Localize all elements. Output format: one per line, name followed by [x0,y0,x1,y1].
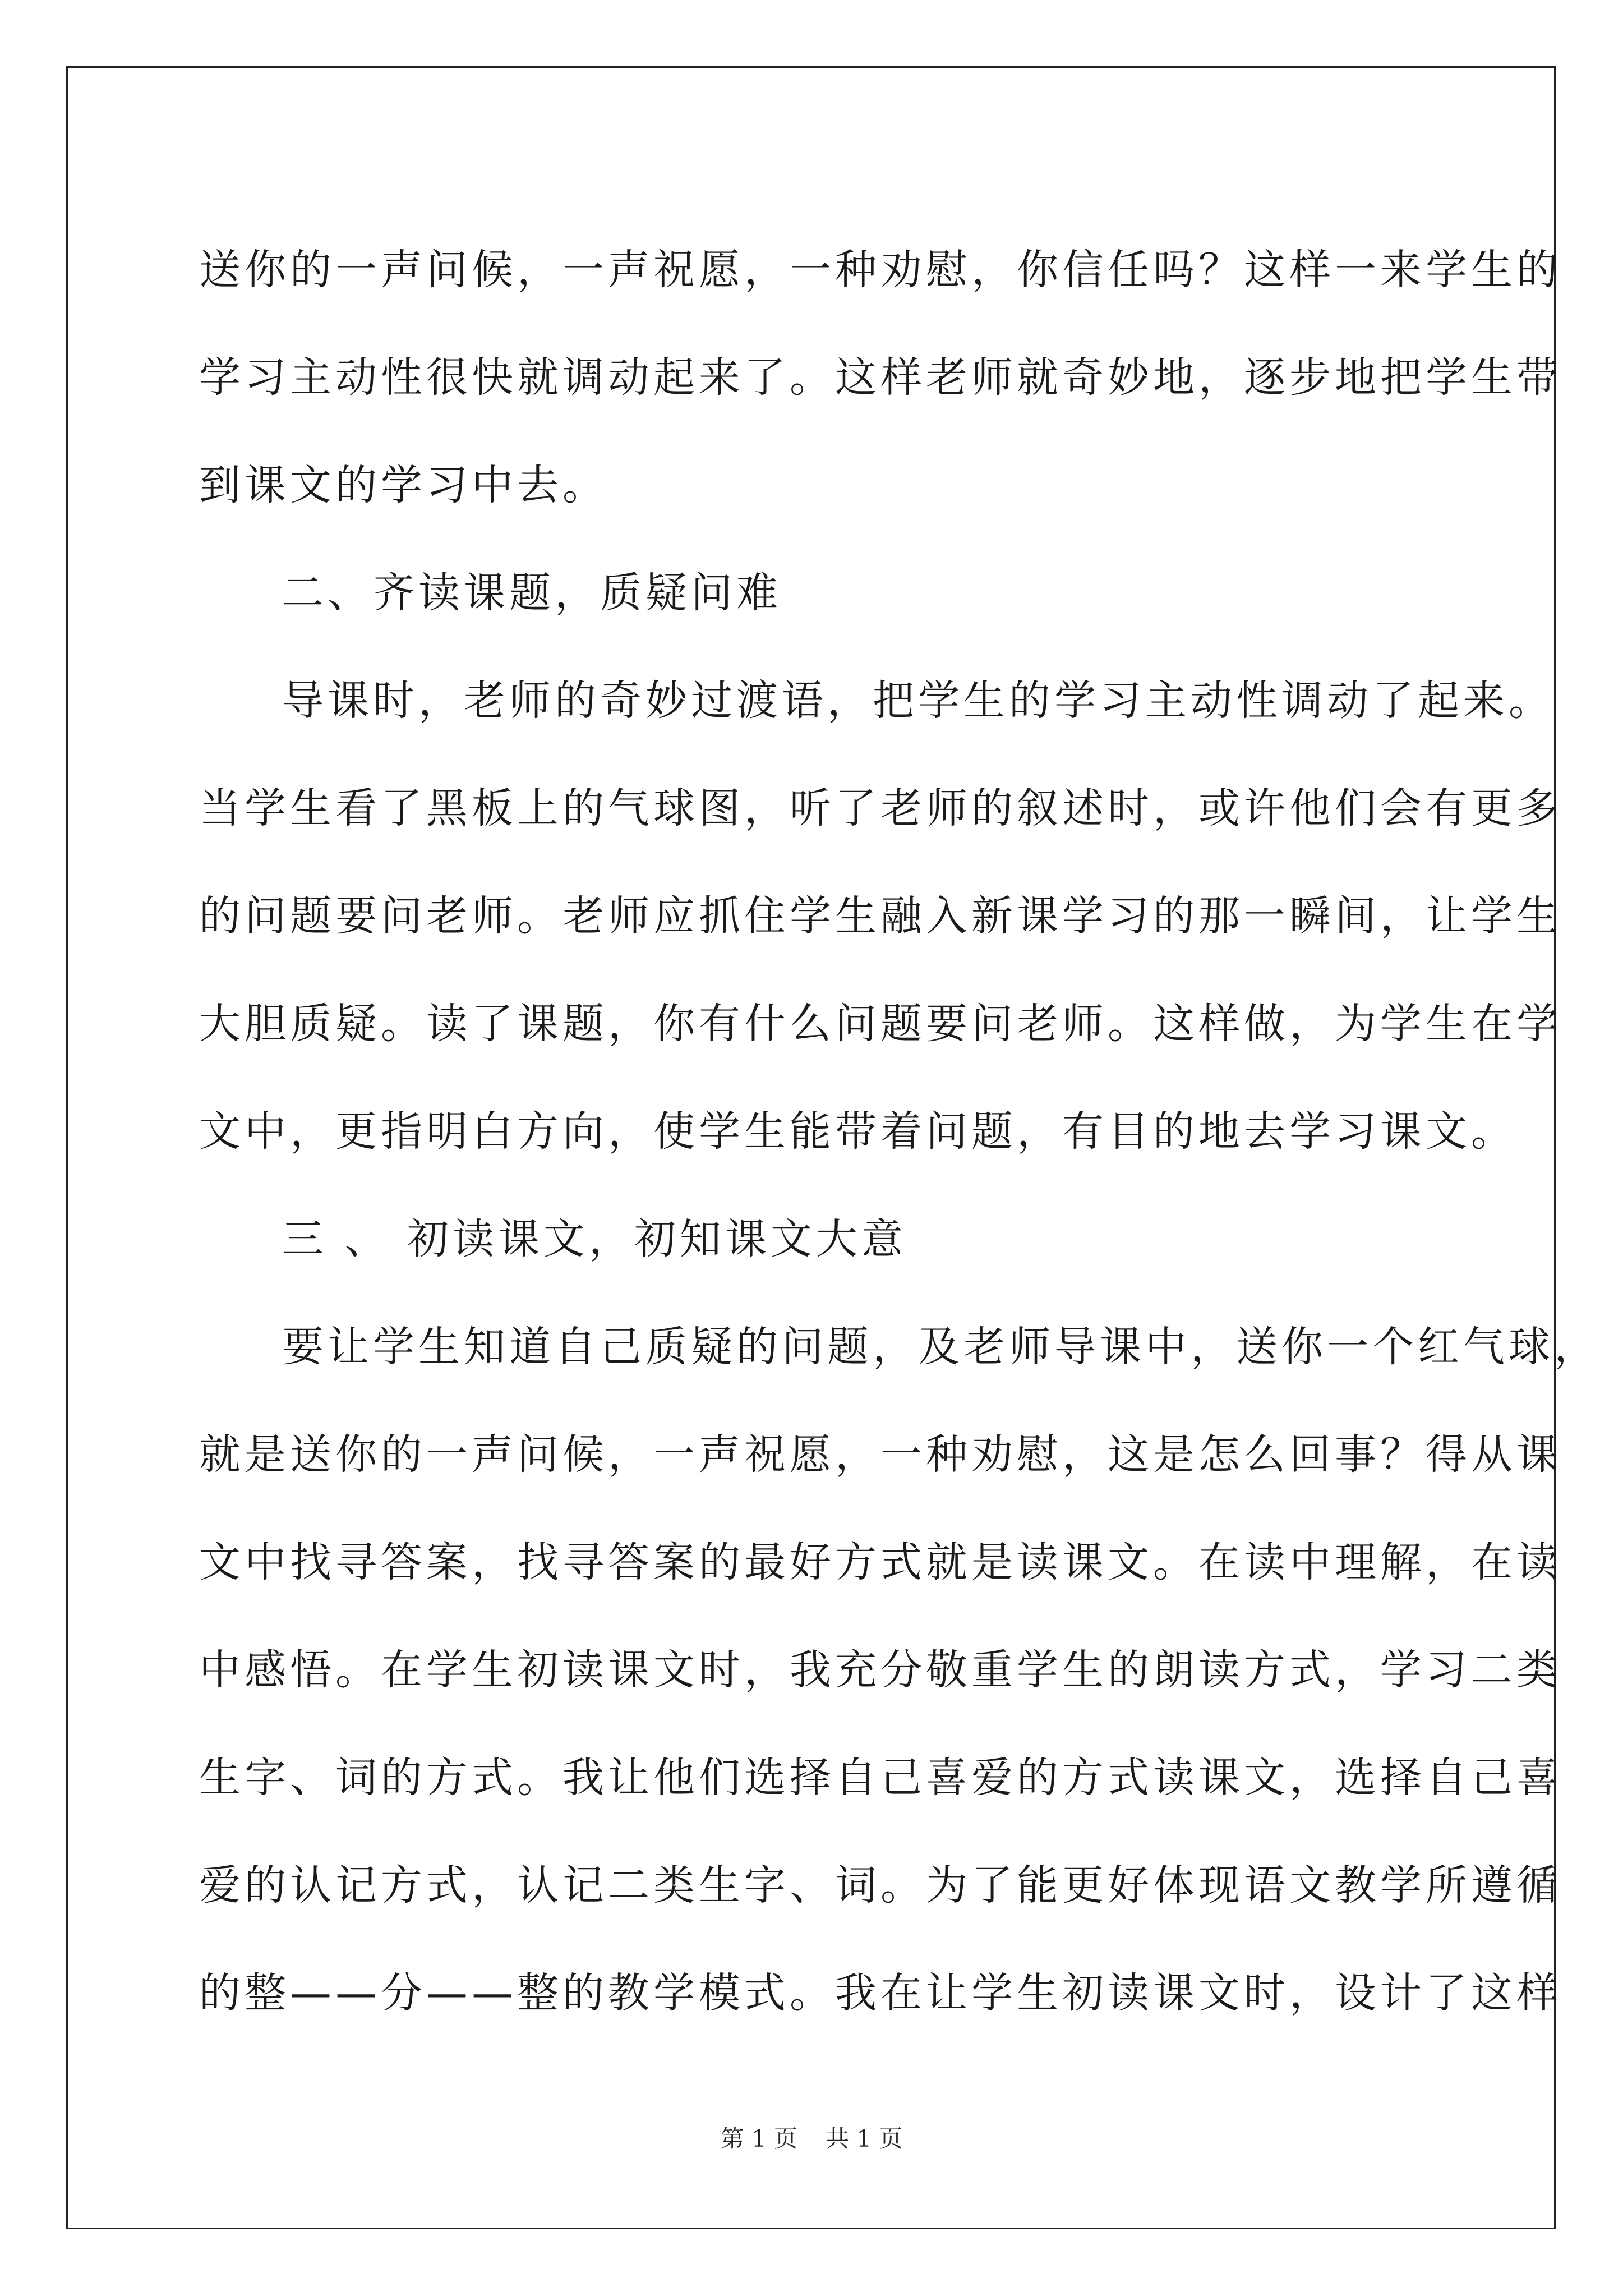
text-line-2: 学习主动性很快就调动起来了。这样老师就奇妙地，逐步地把学生带 [199,353,1562,402]
section-heading-2: 二、齐读课题，质疑问难 [282,569,782,617]
text-line-6: 当学生看了黑板上的气球图，听了老师的叙述时，或许他们会有更多 [199,784,1562,832]
text-line-14: 中感悟。在学生初读课文时，我充分敬重学生的朗读方式，学习二类 [199,1646,1562,1694]
text-line-5: 导课时，老师的奇妙过渡语，把学生的学习主动性调动了起来。 [282,677,1554,725]
document-body [199,216,1599,2047]
text-line-17: 的整——分——整的教学模式。我在让学生初读课文时，设计了这样 [199,1969,1562,2017]
text-line-15: 生字、词的方式。我让他们选择自己喜爱的方式读课文，选择自己喜 [199,1754,1562,1802]
page-number: 第 1 页 [720,2125,797,2152]
text-line-12: 就是送你的一声问候，一声祝愿，一种劝慰，这是怎么回事？得从课 [199,1430,1562,1479]
text-line-11: 要让学生知道自己质疑的问题，及老师导课中，送你一个红气球， [282,1323,1599,1371]
page-total: 共 1 页 [826,2125,903,2152]
text-line-7: 的问题要问老师。老师应抓住学生融入新课学习的那一瞬间，让学生 [199,892,1562,940]
text-line-8: 大胆质疑。读了课题，你有什么问题要问老师。这样做，为学生在学 [199,1000,1562,1048]
page-footer [0,2120,1623,2154]
text-line-1: 送你的一声问候，一声祝愿，一种劝慰，你信任吗？这样一来学生的 [199,246,1562,294]
text-line-16: 爱的认记方式，认记二类生字、词。为了能更好体现语文教学所遵循 [199,1861,1562,1910]
text-line-9: 文中，更指明白方向，使学生能带着问题，有目的地去学习课文。 [199,1107,1516,1156]
section-heading-3: 三 、 初读课文，初知课文大意 [282,1215,907,1263]
text-line-3: 到课文的学习中去。 [199,461,608,509]
text-line-13: 文中找寻答案，找寻答案的最好方式就是读课文。在读中理解，在读 [199,1538,1562,1586]
